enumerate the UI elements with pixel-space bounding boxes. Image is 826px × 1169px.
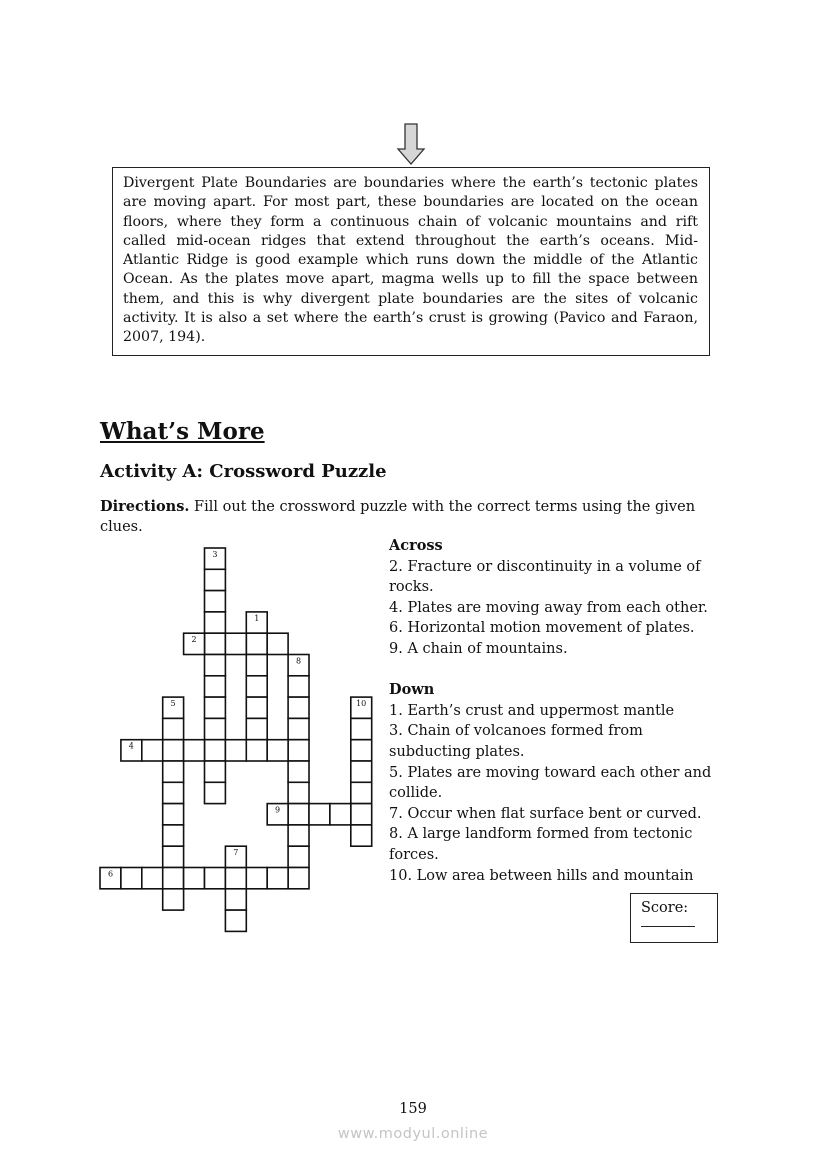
crossword-cell[interactable] [246,676,267,697]
across-clue: 4. Plates are moving away from each other. [389,599,708,616]
across-heading: Across [389,537,443,554]
crossword-cell[interactable] [163,889,184,910]
directions-text: Fill out the crossword puzzle with the correct terms using the given clues. [100,499,696,535]
clue-number-8: 8 [296,656,302,666]
crossword-cell[interactable] [205,740,226,761]
crossword-cell[interactable] [205,761,226,782]
crossword-cell[interactable] [205,718,226,739]
crossword-cell[interactable] [163,825,184,846]
crossword-cell[interactable] [205,782,226,803]
down-clue: 10. Low area between hills and mountain [389,867,694,884]
crossword-cell[interactable] [288,868,309,889]
crossword-cell[interactable] [246,655,267,676]
clue-number-3: 3 [212,550,218,559]
crossword-cell[interactable] [288,761,309,782]
crossword-cell[interactable] [205,569,226,590]
down-clue: 8. A large landform formed from tectonic forces. [389,826,693,863]
crossword-cell[interactable] [142,868,163,889]
crossword-cell[interactable] [288,846,309,867]
crossword-cell[interactable] [267,740,288,761]
crossword-cell[interactable] [246,740,267,761]
clues-panel [389,536,724,886]
crossword-cell[interactable] [309,804,330,825]
across-clue: 2. Fracture or discontinuity in a volume of rocks. [389,558,701,596]
crossword-cell[interactable] [351,740,372,761]
score-label: Score: [641,900,689,916]
down-clue: 3. Chain of volcanoes formed from subducting plates. [389,723,643,760]
crossword-cell[interactable] [267,868,288,889]
crossword-cell[interactable] [163,740,184,761]
crossword-cell[interactable] [330,804,351,825]
crossword-cell[interactable] [246,697,267,718]
crossword-cell[interactable] [288,697,309,718]
score-blank [641,926,695,927]
crossword-cell[interactable] [121,868,142,889]
clue-number-1: 1 [254,613,260,623]
crossword-cell[interactable] [225,740,246,761]
crossword-cell[interactable] [205,591,226,612]
crossword-cell[interactable] [288,804,309,825]
crossword-cell[interactable] [351,804,372,825]
crossword-cell[interactable] [184,740,205,761]
crossword-cell[interactable] [184,868,205,889]
clue-number-7: 7 [233,848,239,858]
watermark: www.modyul.online [337,1126,489,1142]
crossword-cell[interactable] [246,633,267,654]
activity-title: Activity A: Crossword Puzzle [100,461,387,482]
clue-number-2: 2 [191,635,197,645]
across-clue: 9. A chain of mountains. [389,640,568,657]
crossword-cell[interactable] [163,761,184,782]
down-heading: Down [389,681,435,699]
score-box [630,893,718,943]
crossword-cell[interactable] [267,633,288,654]
crossword-cell[interactable] [205,633,226,654]
crossword-cell[interactable] [225,633,246,654]
section-title: What’s More [100,418,265,445]
clue-number-4: 4 [128,741,134,751]
crossword-cell[interactable] [246,718,267,739]
crossword-cell[interactable] [163,804,184,825]
down-clue: 7. Occur when flat surface bent or curved. [389,805,702,822]
crossword-cell[interactable] [205,697,226,718]
clue-number-10: 10 [356,699,367,709]
crossword-cell[interactable] [225,868,246,889]
down-clue: 5. Plates are moving toward each other and collide. [389,764,712,802]
crossword-cell[interactable] [163,868,184,889]
crossword-cell[interactable] [351,718,372,739]
directions-label: Directions. [100,498,190,515]
crossword-cell[interactable] [225,910,246,931]
crossword-cell[interactable] [288,782,309,803]
info-box-text: Divergent Plate Boundaries are boundaries where the earth’s tectonic plates are moving apart. For most part, these boundaries are located on the ocean floors, where they form a continuous chain of volcanic mountains and rift called mid-ocean ridges that extend throughout the earth’s oceans. Mid-Atlantic Ridge is good example which runs down the middle of the Atlantic Ocean. As the plates move apart, magma wells up to fill the space between them, and this is why divergent plate boundaries are the sites of volcanic activity. It is also a set where the earth’s crust is growing (Pavico and Faraon, 2007, 194). [123,175,698,346]
crossword-cell[interactable] [288,825,309,846]
crossword-cell[interactable] [351,782,372,803]
clue-number-5: 5 [170,699,176,709]
across-clue: 6. Horizontal motion movement of plates. [389,620,695,637]
crossword-cell[interactable] [205,676,226,697]
crossword-cell[interactable] [351,761,372,782]
crossword-cell[interactable] [246,868,267,889]
crossword-cell[interactable] [288,718,309,739]
crossword-cell[interactable] [205,612,226,633]
crossword-cell[interactable] [163,846,184,867]
crossword-cell[interactable] [142,740,163,761]
page-number: 159 [399,1101,427,1117]
crossword-cell[interactable] [288,740,309,761]
crossword-cell[interactable] [351,825,372,846]
crossword-cell[interactable] [163,718,184,739]
down-clue: 1. Earth’s crust and uppermost mantle [389,702,675,719]
clue-number-6: 6 [107,869,114,879]
crossword-cell[interactable] [225,889,246,910]
crossword-cell[interactable] [205,868,226,889]
crossword-cell[interactable] [205,655,226,676]
crossword-cell[interactable] [163,782,184,803]
crossword-cell[interactable] [288,676,309,697]
clue-number-9: 9 [275,805,281,815]
